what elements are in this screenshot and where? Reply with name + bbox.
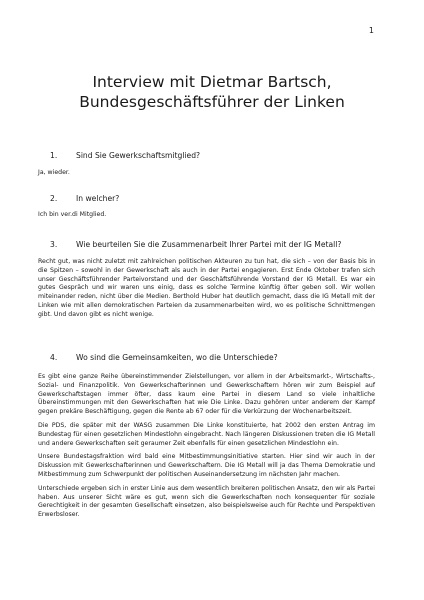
answer-paragraph: Es gibt eine ganze Reihe übereinstimmender Zielstellungen, vor allem in der Arbeitsmarkt-, Wirtschafts-, Sozial- und Finanzpolitik. Von Gewerkschafterinnen und Gewerkschaftern hören wir zum Beispiel auf Gewerkschaftstagen immer öfter, dass kaum eine Partei in diesem Land so viele inhaltliche Übereinstimmungen mit den Gewerkschaften hat wie Die Linke. Dazu gehören unter anderem der Kampf gegen prekäre Beschäftigung, gegen die Rente ab 67 oder für die Verkürzung der Wochenarbeitszeit. xyxy=(38,373,375,416)
answer-paragraph: Die PDS, die später mit der WASG zusammen Die Linke konstituierte, hat 2002 den ersten Antrag im Bundestag für einen gesetzlichen Mindestlohn eingebracht. Nach längeren Diskussionen treten die IG Metall und andere Gewerkschaften seit geraumer Zeit ebenfalls für einen gesetzlichen Mindestlohn ein. xyxy=(38,421,375,447)
question-4 xyxy=(50,353,278,363)
answer-paragraph: Recht gut, was nicht zuletzt mit zahlreichen politischen Akteuren zu tun hat, die sich – von der Basis bis in die Spitzen – sowohl in der Gewerkschaft als auch in der Partei engagieren. Erst Ende Oktober trafen sich unser Geschäftsführender Parteivorstand und der Geschäftsführende Vorstand der IG Metall. Es war ein gutes Gespräch und wir waren uns einig, dass es solche Termine künftig öfter geben soll. Wir wollen miteinander reden, nicht über die Medien. Berthold Huber hat deutlich gemacht, dass die IG Metall mit der Linken wie mit allen demokratischen Parteien da zusammenarbeiten wird, wo es politische Schnittmengen gibt. Und davon gibt es nicht wenige. xyxy=(38,258,375,318)
answer-1 xyxy=(38,169,375,183)
question-text: Wo sind die Gemeinsamkeiten, wo die Unterschiede? xyxy=(76,353,278,362)
answer-paragraph: Unterschiede ergeben sich in erster Linie aus dem wesentlich breiteren politischen Ansatz, den wir als Partei haben. Aus unserer Sicht wäre es gut, wenn sich die Gewerkschaften noch konsequenter für soziale Gerechtigkeit in der gesamten Gesellschaft einsetzen, also beispielsweise auch für Rechte und Perspektiven Erwerbsloser. xyxy=(38,484,375,519)
answer-4 xyxy=(38,373,375,525)
question-number: 2. xyxy=(50,194,58,203)
page-number: 1 xyxy=(368,26,374,35)
question-3 xyxy=(50,240,341,250)
question-number: 3. xyxy=(50,240,58,249)
question-text: Wie beurteilen Sie die Zusammenarbeit Ihrer Partei mit der IG Metall? xyxy=(76,240,342,249)
question-number: 4. xyxy=(50,353,58,362)
question-1 xyxy=(50,151,200,161)
question-2 xyxy=(50,194,119,204)
question-text: Sind Sie Gewerkschaftsmitglied? xyxy=(76,151,201,160)
document-title xyxy=(0,72,424,112)
question-number: 1. xyxy=(50,151,58,160)
question-text: In welcher? xyxy=(76,194,120,203)
answer-paragraph: Unsere Bundestagsfraktion wird bald eine Mitbestimmungsinitiative starten. Hier sind wir auch in der Diskussion mit Gewerkschafterinnen und Gewerkschaftern. Die IG Metall will ja das Thema Demokratie und Mitbestimmung zum Schwerpunkt der politischen Auseinandersetzung im nächsten Jahr machen. xyxy=(38,453,375,478)
answer-paragraph: Ich bin ver.di Mitglied. xyxy=(38,211,107,218)
answer-3 xyxy=(38,258,375,325)
answer-paragraph: Ja, wieder. xyxy=(38,169,70,176)
answer-2 xyxy=(38,211,375,225)
title-line-2: Bundesgeschäftsführer der Linken xyxy=(79,93,345,111)
title-line-1: Interview mit Dietmar Bartsch, xyxy=(92,73,332,91)
